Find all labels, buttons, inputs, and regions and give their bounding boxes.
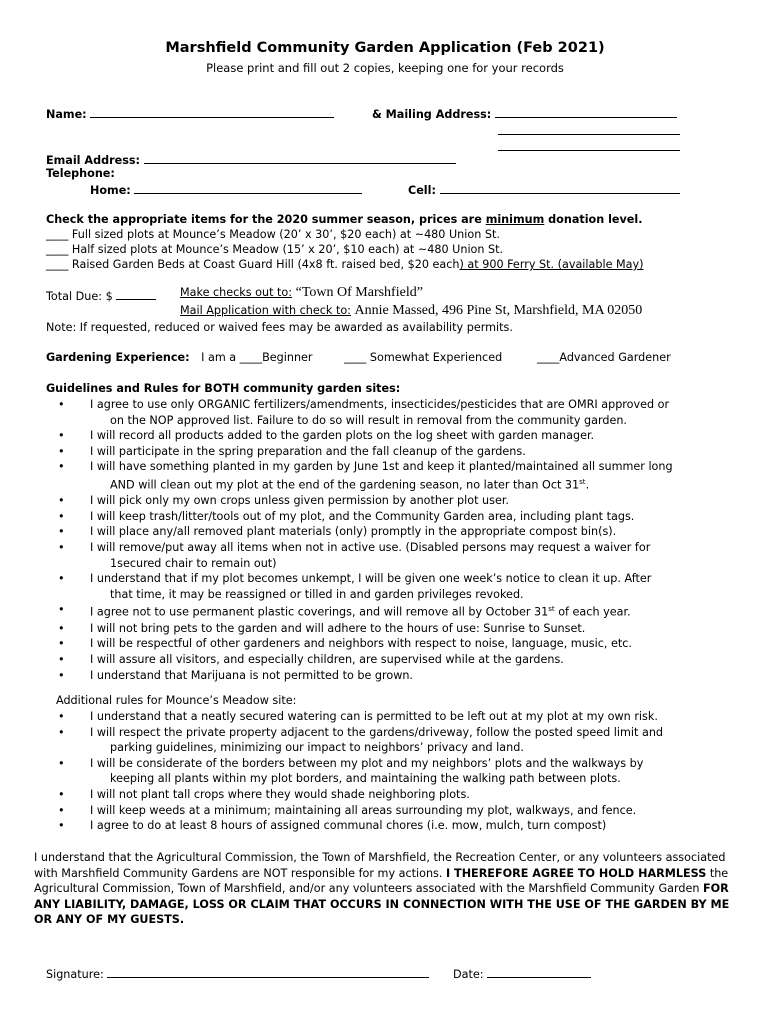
home-phone-label: Home:	[90, 184, 131, 197]
checks-label: Make checks out to:	[180, 286, 293, 299]
list-item: • I understand that a neatly secured watering can is permitted to be left out at my plot at my own risk.	[46, 709, 746, 725]
season-heading	[46, 213, 642, 226]
additional-rules-list	[46, 709, 746, 834]
email-row	[46, 152, 456, 167]
raised-bed-location: ) at 900 Ferry St. (available May)	[459, 258, 644, 271]
list-item: • I understand that Marijuana is not permitted to be grown.	[46, 668, 746, 684]
list-item: • I will keep weeds at a minimum; maintaining all areas surrounding my plot, walkways, and fence.	[46, 803, 746, 819]
date-row	[453, 966, 591, 981]
list-item: • I understand that if my plot becomes unkempt, I will be given one week’s notice to clean it up. After that time, it may be reassigned or tilled in and garden privileges revoked.	[46, 571, 746, 602]
signature-field[interactable]	[107, 966, 429, 978]
list-item: • I agree not to use permanent plastic coverings, and will remove all by October 31st of each year.	[46, 602, 746, 620]
list-item: • I will not plant tall crops where they would shade neighboring plots.	[46, 787, 746, 803]
signature-row	[46, 966, 429, 981]
experience-somewhat[interactable]: ____ Somewhat Experienced	[344, 351, 503, 364]
cell-phone-row	[408, 182, 680, 197]
name-field[interactable]	[90, 106, 334, 118]
email-field[interactable]	[144, 152, 456, 164]
total-due-field[interactable]	[116, 288, 156, 300]
date-field[interactable]	[487, 966, 591, 978]
name-row	[46, 106, 334, 121]
list-item: • I will place any/all removed plant materials (only) promptly in the appropriate compost bin(s).	[46, 524, 746, 540]
list-item: • I will be respectful of other gardeners and neighbors with respect to noise, language, music, etc.	[46, 636, 746, 652]
experience-beginner[interactable]: I am a ____Beginner	[201, 351, 313, 364]
list-item: • I agree to use only ORGANIC fertilizers/amendments, insecticides/pesticides that are OMRI approved or on the NOP approved list. Failure to do so will result in removal from the community garden.	[46, 397, 746, 428]
telephone-label: Telephone:	[46, 167, 115, 180]
signature-label: Signature:	[46, 968, 104, 981]
mailing-address-field-2[interactable]	[498, 123, 680, 135]
minimum-text: minimum	[485, 213, 545, 226]
season-heading-text: Check the appropriate items for the 2020 summer season, prices are	[46, 213, 486, 226]
experience-row	[46, 351, 313, 364]
mail-address: Annie Massed, 496 Pine St, Marshfield, MA 02050	[354, 303, 643, 318]
list-item: • I will have something planted in my garden by June 1st and keep it planted/maintained all summer long AND will clean out my plot at the end of the gardening season, no later than Oct 31st.	[46, 459, 746, 493]
date-label: Date:	[453, 968, 484, 981]
cell-phone-label: Cell:	[408, 184, 436, 197]
fee-note: Note: If requested, reduced or waived fees may be awarded as availability permits.	[46, 321, 513, 334]
list-item: • I will not bring pets to the garden and will adhere to the hours of use: Sunrise to Sunset.	[46, 621, 746, 637]
list-item: • I agree to do at least 8 hours of assigned communal chores (i.e. mow, mulch, turn compost)	[46, 818, 746, 834]
list-item: • I will assure all visitors, and especially children, are supervised while at the gardens.	[46, 652, 746, 668]
additional-heading: Additional rules for Mounce’s Meadow site:	[56, 694, 297, 707]
page-subtitle: Please print and fill out 2 copies, keeping one for your records	[206, 61, 564, 75]
liability-text: FOR ANY LIABILITY, DAMAGE, LOSS OR CLAIM THAT OCCURS IN CONNECTION WITH THE USE OF THE GARDEN BY ME OR ANY OF MY GUESTS.	[34, 882, 730, 927]
disclaimer-text-2: the Agricultural Commission, Town of Marshfield, and/or any volunteers associated with the Marshfield Community Garden	[34, 866, 729, 896]
cell-phone-field[interactable]	[440, 182, 680, 194]
disclaimer-text-1: I understand that the Agricultural Commission, the Town of Marshfield, the Recreation Center, or any volunteers associated with Marshfield Community Gardens are NOT responsible for my actions.	[34, 851, 726, 880]
mail-row	[180, 303, 642, 319]
checks-row	[180, 285, 423, 301]
total-due-row	[46, 288, 156, 303]
mailing-address-field-1[interactable]	[495, 106, 677, 118]
home-phone-field[interactable]	[134, 182, 362, 194]
total-due-label: Total Due: $	[46, 290, 113, 303]
experience-label: Gardening Experience:	[46, 351, 190, 364]
option-raised-bed[interactable]	[46, 258, 644, 271]
home-phone-row	[90, 182, 362, 197]
mailing-row	[372, 106, 677, 121]
mailing-address-field-3[interactable]	[498, 139, 680, 151]
raised-bed-text: ____ Raised Garden Beds at Coast Guard Hill (4x8 ft. raised bed, $20 each	[46, 258, 460, 271]
page-title: Marshfield Community Garden Application (Feb 2021)	[165, 40, 605, 56]
name-label: Name:	[46, 108, 87, 121]
experience-advanced[interactable]: ____Advanced Gardener	[537, 351, 671, 364]
mail-label: Mail Application with check to:	[180, 304, 351, 317]
list-item: • I will respect the private property adjacent to the gardens/driveway, follow the posted speed limit and parking guidelines, minimizing our impact to neighbors’ privacy and land.	[46, 725, 746, 756]
list-item: • I will pick only my own crops unless given permission by another plot user.	[46, 493, 746, 509]
option-half-plot[interactable]: ____ Half sized plots at Mounce’s Meadow (15’ x 20’, $10 each) at ~480 Union St.	[46, 243, 504, 256]
hold-harmless-text: I THEREFORE AGREE TO HOLD HARMLESS	[446, 866, 707, 880]
list-item: • I will be considerate of the borders between my plot and my neighbors’ plots and the walkways by keeping all plants within my plot borders, and maintaining the walking path between plots.	[46, 756, 746, 787]
checks-payee: “Town Of Marshfield”	[295, 285, 423, 300]
email-label: Email Address:	[46, 154, 140, 167]
season-heading-end: donation level.	[544, 213, 643, 226]
liability-disclaimer	[34, 850, 734, 928]
list-item: • I will participate in the spring preparation and the fall cleanup of the gardens.	[46, 444, 746, 460]
guidelines-heading: Guidelines and Rules for BOTH community garden sites:	[46, 382, 401, 395]
mailing-address-label: & Mailing Address:	[372, 108, 492, 121]
list-item: • I will keep trash/litter/tools out of my plot, and the Community Garden area, including plant tags.	[46, 509, 746, 525]
list-item: • I will record all products added to the garden plots on the log sheet with garden manager.	[46, 428, 746, 444]
list-item: • I will remove/put away all items when not in active use. (Disabled persons may request a waiver for 1secured chair to remain out)	[46, 540, 746, 571]
guidelines-list	[46, 397, 746, 683]
option-full-plot[interactable]: ____ Full sized plots at Mounce’s Meadow (20’ x 30’, $20 each) at ~480 Union St.	[46, 228, 500, 241]
